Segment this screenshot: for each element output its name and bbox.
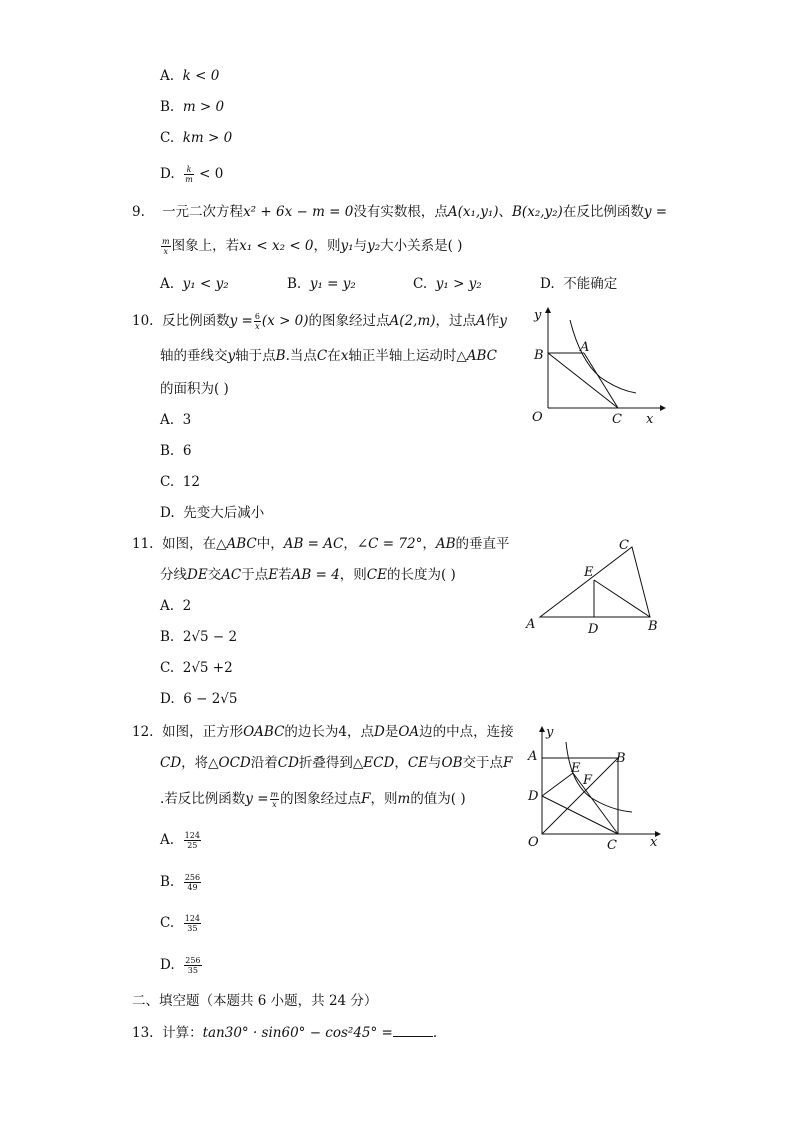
q12-fig-label-x: x [650,835,658,850]
q10-option-d: D. 先变大后减小 [160,505,265,521]
q8-option-c: C. km > 0 [160,130,233,146]
q11-stem-line1: 11. 如图，在△ABC中，AB = AC，∠C = 72°，AB的垂直平 [132,536,510,552]
q9-option-a: A. y₁ < y₂ [160,276,229,292]
q12-fig-label-f: F [583,773,593,788]
q10-fig-label-a: A [580,340,590,355]
q12-fig-label-e: E [571,761,581,776]
q9-stem-line2: $\frac{m}{x}$ 图象上，若x₁ < x₂ < 0，则y₁与y₂大小关系是( ) [162,237,463,256]
q11-fig-label-b: B [648,619,658,634]
q10-fig-label-x: x [646,412,654,427]
q12-option-d: D. $\frac{256}{35}$ [160,956,201,975]
q12-stem-line2: CD，将△OCD沿着CD折叠得到△ECD，CE与OB交于点F [160,755,513,771]
q12-fig-label-a: A [528,749,538,764]
q12-option-a: A. $\frac{124}{25}$ [160,831,200,850]
q11-fig-label-c: C [619,538,629,553]
q10-fig-label-c: C [612,412,622,427]
q11-fig-label-a: A [526,617,536,632]
q10-fig-label-o: O [532,410,543,425]
section-2-heading: 二、填空题（本题共 6 小题，共 24 分） [132,993,378,1009]
q11-figure [522,535,667,645]
q12-figure [520,722,665,852]
q11-option-a: A. 2 [160,598,192,614]
q12-fig-label-y: y [546,725,554,740]
q8-option-a: A. k < 0 [160,68,220,84]
q12-stem-line1: 12. 如图，正方形OABC的边长为4，点D是OA边的中点，连接 [132,724,514,740]
q10-stem-line2: 轴的垂线交y轴于点B.当点C在x轴正半轴上运动时△ABC [160,348,497,364]
q11-fig-label-d: D [588,622,599,637]
q12-option-c: C. $\frac{124}{35}$ [160,914,201,933]
q9-option-d: D. 不能确定 [540,276,618,292]
q12-fig-label-o: O [528,835,539,850]
q9-stem-line1: 9. 一元二次方程x² + 6x − m = 0没有实数根，点A(x₁,y₁)、B(x₂,y₂)在反比例函数y = [132,204,668,220]
q12-fig-label-d: D [528,789,539,804]
q8-option-b: B. m > 0 [160,99,225,115]
q9-option-c: C. y₁ > y₂ [413,276,482,292]
q10-option-b: B. 6 [160,443,192,459]
q8-option-d: D. $\frac{k}{m}$ < 0 [160,165,224,184]
q10-fig-label-b: B [534,348,544,363]
q10-figure [520,305,665,430]
q10-option-a: A. 3 [160,412,192,428]
q11-option-b: B. 2√5 − 2 [160,629,238,645]
q11-option-d: D. 6 − 2√5 [160,691,238,707]
q12-fig-label-b: B [616,751,626,766]
q13-stem: 13. 计算：tan30° · sin60° − cos²45° = . [132,1025,438,1041]
q11-option-c: C. 2√5 +2 [160,660,233,676]
q13-answer-blank[interactable] [393,1024,433,1037]
q9-option-b: B. y₁ = y₂ [287,276,356,292]
q10-option-c: C. 12 [160,474,200,490]
q12-stem-line3: .若反比例函数y = $\frac{m}{x}$ 的图象经过点F，则m的值为( ) [160,790,466,809]
q12-fig-label-c: C [607,838,617,853]
q11-stem-line2: 分线DE交AC于点E若AB = 4，则CE的长度为( ) [160,567,456,583]
q12-option-b: B. $\frac{256}{49}$ [160,873,201,892]
q10-fig-label-y: y [534,308,542,323]
q10-stem-line1: 10. 反比例函数y = $\frac{6}{x}$ (x > 0)的图象经过点A(2,m)，过点A作y [132,312,507,331]
q11-fig-label-e: E [584,565,594,580]
q10-stem-line3: 的面积为( ) [160,381,229,397]
